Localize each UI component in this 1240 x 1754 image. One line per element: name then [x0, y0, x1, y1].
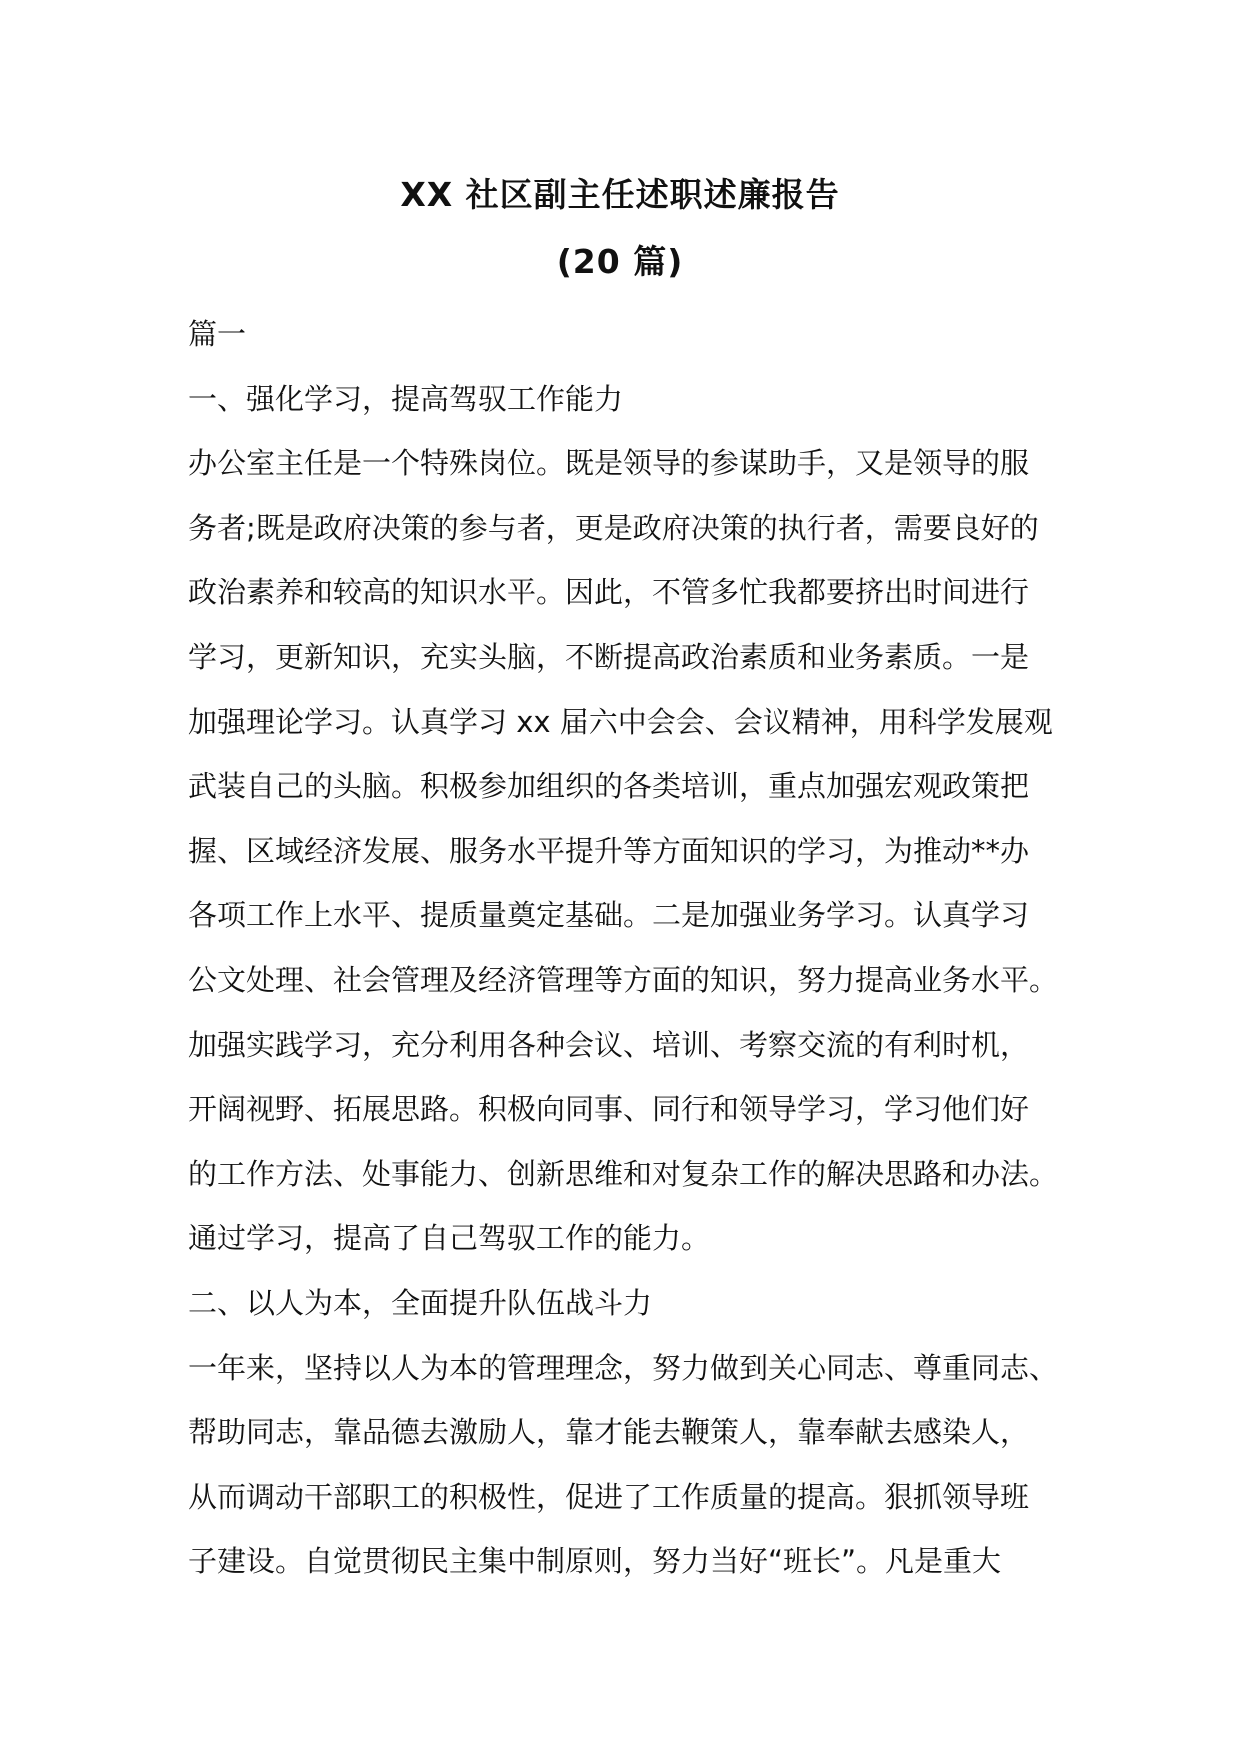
document-subtitle: (20 篇) [556, 242, 684, 281]
section-heading: 二、以人为本，全面提升队伍战斗力 [188, 1285, 653, 1320]
document-body [188, 302, 1078, 1594]
body-line: 公文处理、社会管理及经济管理等方面的知识，努力提高业务水平。 [188, 962, 1059, 997]
body-line: 加强实践学习，充分利用各种会议、培训、考察交流的有利时机， [188, 1027, 1030, 1062]
body-line: 办公室主任是一个特殊岗位。既是领导的参谋助手，又是领导的服 [188, 446, 1030, 481]
body-line: 握、区域经济发展、服务水平提升等方面知识的学习，为推动**办 [188, 833, 1030, 868]
body-line: 政治素养和较高的知识水平。因此，不管多忙我都要挤出时间进行 [188, 575, 1030, 610]
body-line: 各项工作上水平、提质量奠定基础。二是加强业务学习。认真学习 [188, 898, 1030, 933]
body-line: 帮助同志，靠品德去激励人，靠才能去鞭策人，靠奉献去感染人， [188, 1415, 1030, 1450]
body-line: 一年来，坚持以人为本的管理理念，努力做到关心同志、尊重同志、 [188, 1350, 1059, 1385]
body-line: 加强理论学习。认真学习 xx 届六中会会、会议精神，用科学发展观 [188, 704, 1053, 739]
body-line: 武装自己的头脑。积极参加组织的各类培训，重点加强宏观政策把 [188, 769, 1030, 804]
body-line: 通过学习，提高了自己驾驭工作的能力。 [188, 1221, 711, 1256]
body-line: 子建设。自觉贯彻民主集中制原则，努力当好“班长”。凡是重大 [188, 1544, 1002, 1579]
body-line: 务者;既是政府决策的参与者，更是政府决策的执行者，需要良好的 [188, 510, 1039, 545]
body-line: 学习，更新知识，充实头脑，不断提高政治素质和业务素质。一是 [188, 639, 1030, 674]
section-heading: 一、强化学习，提高驾驭工作能力 [188, 381, 624, 416]
section-label: 篇一 [188, 317, 247, 351]
body-line: 从而调动干部职工的积极性，促进了工作质量的提高。狠抓领导班 [188, 1479, 1030, 1514]
document-title: XX 社区副主任述职述廉报告 [400, 175, 840, 214]
body-line: 开阔视野、拓展思路。积极向同事、同行和领导学习，学习他们好 [188, 1092, 1030, 1127]
body-line: 的工作方法、处事能力、创新思维和对复杂工作的解决思路和办法。 [188, 1156, 1059, 1191]
